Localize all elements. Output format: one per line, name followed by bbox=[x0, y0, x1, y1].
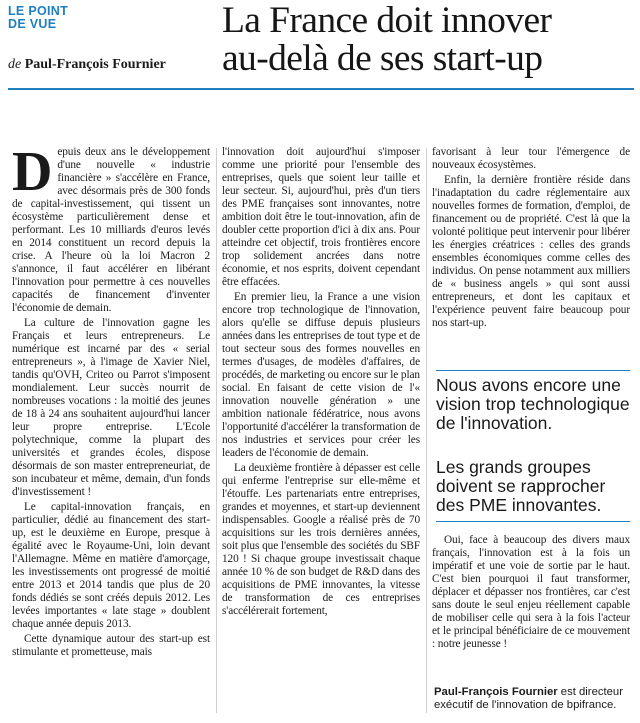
byline bbox=[8, 57, 166, 73]
column-1 bbox=[12, 141, 210, 661]
paragraph: En premier lieu, la France a une vision encore trop technologique de l'innovation, alors qu'elle se diffuse depuis plusieurs années dans les entreprises de tout type et de tout secteur sous des formes nouvelles en termes d'usages, de modèles d'affaires, de procédés, de marketing ou encore sur le plan social. En faisant de cette vision de l'« innovation nouvelle génération » une ambition nationale fédératrice, nous avons l'opportunité d'accélérer la transformation de nos industries et services pour créer les leaders de l'économie de demain. bbox=[222, 291, 420, 459]
section-rubric bbox=[8, 5, 68, 31]
column-2 bbox=[222, 146, 420, 620]
author-bio bbox=[434, 686, 630, 712]
pullquote-2: Les grands groupes doivent se rapprocher des PME innovantes. bbox=[436, 457, 606, 515]
pullquote-1: Nous avons encore une vision trop technologique de l'innovation. bbox=[436, 375, 630, 433]
byline-author: Paul-François Fournier bbox=[24, 57, 166, 72]
bio-text: est directeur exécutif de l'innovation de bpifrance. bbox=[434, 686, 623, 711]
paragraph: Enfin, la dernière frontière réside dans l'inadaptation du cadre réglementaire aux nouvelles formes de formation, d'emploi, de financement ou de propriété. C'est là que la volonté politique peut intervenir pour libérer les énergies créatrices : celles des grands ensembles économiques comme celles des individus. On pense notamment aux milliers de « business angels » qui sont aussi entrepreneurs, et dont les capitaux et l'expérience peuvent faire beaucoup pour nos start-up. bbox=[432, 174, 630, 329]
paragraph: Cette dynamique autour des start-up est stimulante et prometteuse, mais bbox=[12, 633, 210, 658]
paragraph: Oui, face à beaucoup des divers maux français, l'innovation est à la fois un impératif et une voie de sortie par le haut. C'est bien pourquoi il faut transformer, déplacer et dépasser nos frontières, car c'est sans doute le seul enjeu réellement capable de mobiliser celle qui sera à la fois l'acteur et le principal bénéficiaire de ce mouvement : notre jeunesse ! bbox=[432, 534, 630, 650]
paragraph: favorisant à leur tour l'émergence de nouveaux écosystèmes. bbox=[432, 146, 630, 171]
headline-line-1: La France doit innover bbox=[222, 0, 552, 41]
column-3-top bbox=[432, 146, 630, 332]
headline bbox=[222, 2, 637, 78]
byline-prefix: de bbox=[8, 57, 22, 72]
pullquote-rule bbox=[436, 370, 630, 371]
headline-line-2: au-delà de ses start-up bbox=[222, 38, 543, 79]
rubric-line-2: DE VUE bbox=[8, 17, 57, 31]
paragraph: l'innovation doit aujourd'hui s'imposer comme une priorité pour l'ensemble des entreprises, quels que soient leur taille et leur secteur. Si, aujourd'hui, près d'un tiers des PME françaises sont innovantes, notre ambition doit être le tout-innovation, afin de doubler cette proportion d'ici à dix ans. Pour atteindre cet objectif, trois frontières encore trop solidement ancrées dans notre économie, et nos esprits, doivent cependant être effacées. bbox=[222, 146, 420, 288]
rubric-line-1: LE POINT bbox=[8, 4, 69, 18]
column-divider bbox=[426, 148, 427, 713]
pullquote-rule bbox=[436, 521, 630, 522]
header-divider bbox=[8, 88, 634, 90]
paragraph: Le capital-innovation français, en particulier, dédié au financement des start-up, est le deuxième en Europe, presque à égalité avec le Royaume-Uni, loin devant l'Allemagne. Même en matière d'amorçage, les investissements ont progressé de moitié entre 2013 et 2014 tandis que plus de 20 fonds dédiés se sont créés depuis 2012. Les levées importantes « late stage » doublent chaque année depuis 2013. bbox=[12, 501, 210, 630]
drop-cap: D bbox=[12, 141, 53, 203]
paragraph: La deuxième frontière à dépasser est celle qui enferme l'entreprise sur elle-même et l'étouffe. Les partenariats entre entreprises, grandes et moyennes, et start-up deviennent indispensables. Google a réalisé près de 70 acquisitions sur les trois dernières années, soit plus que l'ensemble des sociétés du SBF 120 ! Si chaque groupe investissait chaque année 10 % de son budget de R&D dans des acquisitions de PME innovantes, la vitesse de transformation de ces entreprises s'accélérerait fortement, bbox=[222, 462, 420, 617]
column-3-bottom bbox=[432, 534, 630, 653]
bio-name: Paul-François Fournier bbox=[434, 686, 558, 698]
paragraph: Depuis deux ans le développement d'une nouvelle « industrie financière » s'accélère en France, avec désormais près de 300 fonds de capital-investissement, qui tissent un écosystème particulièrement dense et performant. Les 10 milliards d'euros levés en 2014 constituent un record depuis la crise. A l'heure où la loi Macron 2 s'annonce, il faut accélérer en libérant l'innovation pour permettre à ces nouvelles capacités de financement d'inventer l'économie de demain. bbox=[12, 141, 210, 314]
paragraph: La culture de l'innovation gagne les Français et leurs entrepreneurs. Le numérique est incarné par des « serial entrepreneurs », à l'image de Xavier Niel, tandis qu'OVH, Criteo ou Parrot s'imposent mondialement. Leur succès nourrit de nombreuses vocations : la moitié des jeunes de 18 à 24 ans souhaitent aujourd'hui lancer leur propre entreprise. L'Ecole polytechnique, comme la plupart des universités et grandes écoles, dispose désormais de son master entrepreneuriat, de son incubateur et même, demain, d'un fonds d'investissement ! bbox=[12, 317, 210, 498]
column-divider bbox=[216, 148, 217, 713]
